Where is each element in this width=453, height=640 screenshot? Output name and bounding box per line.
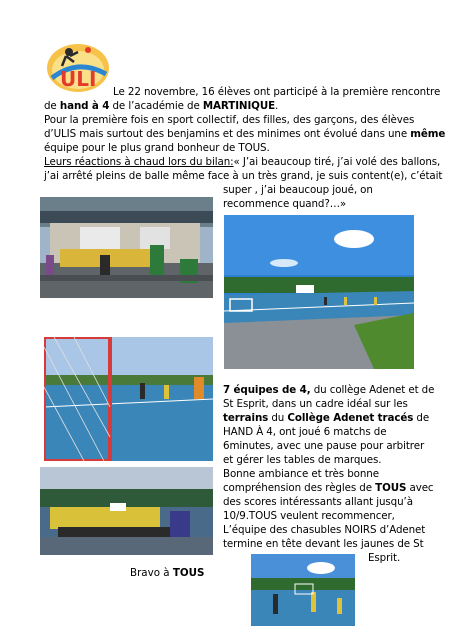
story-line-1: 7 équipes de 4, du collège Adenet et de bbox=[223, 384, 435, 396]
photo-goal-court bbox=[44, 337, 213, 461]
intro-line-7: j’ai arrêté pleins de balle même face à un très grand, je suis content(e), c’était bbox=[44, 170, 443, 182]
intro-line-9: recommence quand?…» bbox=[223, 198, 347, 210]
story-line-9: des scores intéressants allant jusqu’à bbox=[223, 496, 413, 508]
intro-line-3: Pour la première fois en sport collectif, des filles, des garçons, des élèves bbox=[44, 114, 415, 126]
intro-line-5: équipe pour le plus grand bonheur de TOUS. bbox=[44, 142, 270, 154]
photo-team-group bbox=[40, 467, 213, 555]
photo-outdoor-court bbox=[224, 215, 414, 369]
intro-line-1: Le 22 novembre, 16 élèves ont participé à la première rencontre bbox=[113, 86, 441, 98]
story-line-4: HAND À 4, ont joué 6 matchs de bbox=[223, 426, 387, 438]
photo-group-shelter bbox=[40, 197, 213, 298]
story-line-13: Esprit. bbox=[368, 552, 401, 564]
intro-line-2: de hand à 4 de l’académie de MARTINIQUE. bbox=[44, 100, 279, 112]
story-line-10: 10/9.TOUS veulent recommencer, bbox=[223, 510, 395, 522]
story-line-5: 6minutes, avec une pause pour arbitrer bbox=[223, 440, 425, 452]
photo-court-action bbox=[251, 554, 355, 626]
closing-bravo: Bravo à TOUS bbox=[130, 567, 205, 579]
story-line-6: et gérer les tables de marques. bbox=[223, 454, 382, 466]
story-line-2: St Esprit, dans un cadre idéal sur les bbox=[223, 398, 408, 410]
story-line-3: terrains du Collège Adenet tracés de bbox=[223, 412, 430, 424]
intro-line-8: super , j’ai beaucoup joué, on bbox=[223, 184, 373, 196]
intro-line-4: d’ULIS mais surtout des benjamins et des minimes ont évolué dans une même bbox=[44, 128, 446, 140]
intro-line-6: Leurs réactions à chaud lors du bilan:« J’ai beaucoup tiré, j’ai volé des ballons, bbox=[44, 156, 441, 168]
story-line-8: compréhension des règles de TOUS avec bbox=[223, 482, 434, 494]
story-line-7: Bonne ambiance et très bonne bbox=[223, 468, 379, 480]
ulis-logo bbox=[44, 40, 114, 96]
story-line-11: L’équipe des chasubles NOIRS d’Adenet bbox=[223, 524, 426, 536]
story-line-12: termine en tête devant les jaunes de St bbox=[223, 538, 424, 550]
svg-text:ULI: ULI bbox=[60, 67, 97, 91]
